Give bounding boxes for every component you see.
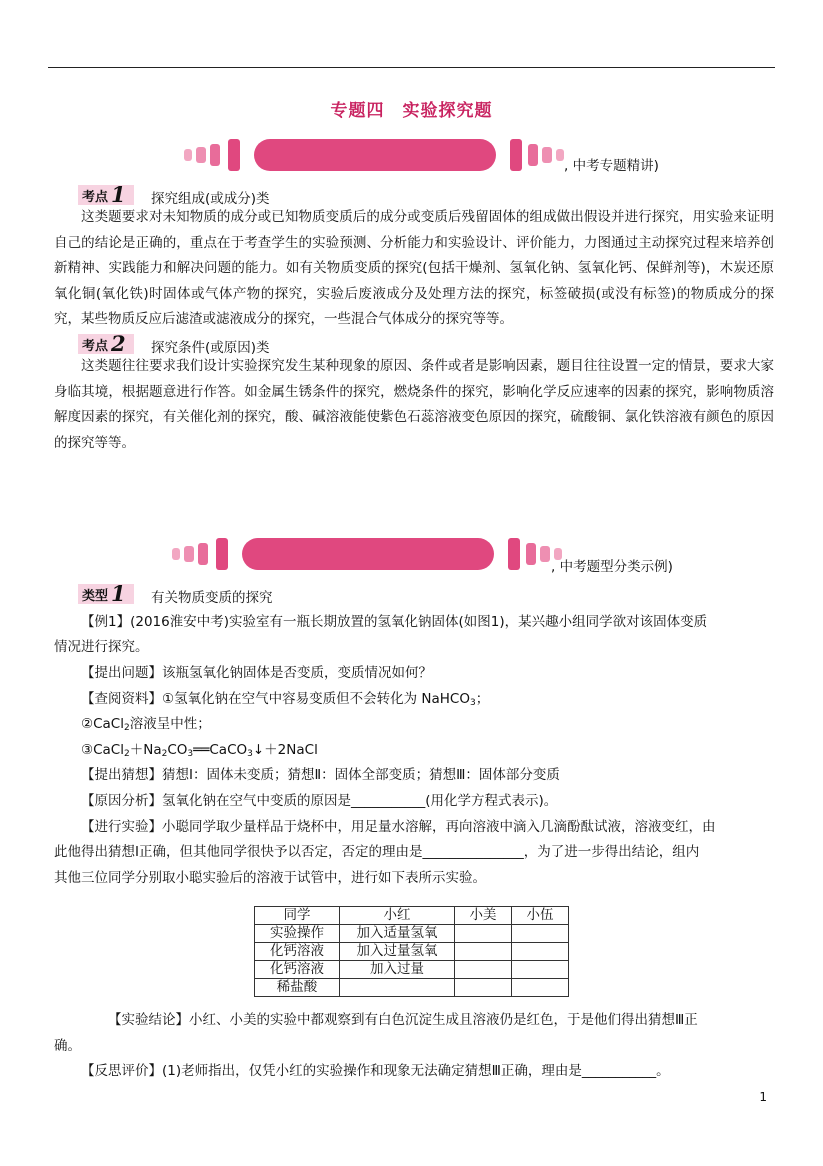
banner-2-caption: , 中考题型分类示例) [551, 559, 673, 575]
question-line: 【提出问题】该瓶氢氧化钠固体是否变质，变质情况如何？ [81, 665, 432, 681]
table-header-cell: 小美 [455, 907, 512, 925]
table-cell [512, 961, 569, 979]
material-line-2: ②CaCl$_2$溶液呈中性； [81, 716, 211, 733]
kaodian-1-title: 探究组成(或成分)类 [151, 191, 270, 207]
leixing-1-title: 有关物质变质的探究 [151, 590, 273, 606]
kaodian-2-title: 探究条件(或原因)类 [151, 340, 270, 356]
table-cell [455, 925, 512, 943]
banner-1-caption: , 中考专题精讲) [564, 158, 659, 174]
material-line-1: 【查阅资料】①氢氧化钠在空气中容易变质但不会转化为 NaHCO$_3$； [81, 691, 490, 708]
table-row [255, 943, 569, 961]
kaodian-2-tag: 考点 2 [78, 334, 134, 354]
experiment-table [254, 906, 569, 997]
experiment-line-2: 此他得出猜想Ⅰ正确，但其他同学很快予以否定，否定的理由是_______________，为了进一步得出结论，组内 [54, 844, 700, 860]
section-banner-2 [172, 537, 572, 571]
table-cell [455, 979, 512, 997]
experiment-line-3: 其他三位同学分别取小聪实验后的溶液于试管中，进行如下表所示实验。 [54, 870, 486, 886]
table-header-cell: 同学 [255, 907, 340, 925]
hypothesis-line: 【提出猜想】猜想Ⅰ：固体未变质；猜想Ⅱ：固体全部变质；猜想Ⅲ：固体部分变质 [81, 767, 560, 783]
table-cell [340, 979, 455, 997]
experiment-line-1: 【进行实验】小聪同学取少量样品于烧杯中，用足量水溶解，再向溶液中滴入几滴酚酞试液，溶液变红，由 [81, 819, 716, 835]
material-line-3-equation: $③CaCl_2+Na_2CO_3══CaCO_3↓+2NaCl$ [81, 742, 318, 759]
table-cell: 化钙溶液 [255, 961, 340, 979]
kaodian-1-text: 这类题要求对未知物质的成分或已知物质变质后的成分或变质后残留固体的组成做出假设并进行探究，用实验来证明自己的结论是正确的，重点在于考查学生的实验预测、分析能力和实验设计、评价能力，力图通过主动探究过程来培养创新精神、实践能力和解决问题的能力。如有关物质变质的探究(包括干燥剂、氢氧化钠、氢氧化钙、保鲜剂等)，木炭还原氧化铜(氧化铁)时固体或气体产物的探究，实验后废液成分及处理方法的探究，标签破损(或没有标签)的物质成分的探究，某些物质反应后滤渣或滤液成分的探究，一些混合气体成分的探究等等。 [54, 209, 774, 327]
table-cell: 稀盐酸 [255, 979, 340, 997]
kaodian-2-text: 这类题往往要求我们设计实验探究发生某种现象的原因、条件或者是影响因素，题目往往设置一定的情景，要求大家身临其境，根据题意进行作答。如金属生锈条件的探究，燃烧条件的探究，影响化学反应速率的因素的探究，影响物质溶解度因素的探究，有关催化剂的探究，酸、碱溶液能使紫色石蕊溶液变色原因的探究，硫酸铜、氯化铁溶液有颜色的原因的探究等等。 [54, 358, 774, 451]
example-line-1: 【例1】(2016淮安中考)实验室有一瓶长期放置的氢氧化钠固体(如图1)，某兴趣小组同学欲对该固体变质 [81, 614, 708, 630]
table-cell: 化钙溶液 [255, 943, 340, 961]
kaodian-1-tag: 考点 1 [78, 185, 134, 205]
table-cell [512, 979, 569, 997]
leixing-1-tag: 类型 1 [78, 584, 134, 604]
conclusion-line-1: 【实验结论】小红、小美的实验中都观察到有白色沉淀生成且溶液仍是红色，于是他们得出猜想Ⅲ正 [108, 1012, 698, 1028]
table-cell: 实验操作 [255, 925, 340, 943]
table-header-cell: 小伍 [512, 907, 569, 925]
table-header-cell: 小红 [340, 907, 455, 925]
table-cell [512, 925, 569, 943]
table-cell [455, 943, 512, 961]
table-cell [512, 943, 569, 961]
table-row [255, 979, 569, 997]
table-row [255, 925, 569, 943]
table-cell [455, 961, 512, 979]
table-row [255, 961, 569, 979]
header-rule [48, 67, 775, 68]
table-cell: 加入过量 [340, 961, 455, 979]
page-title: 专题四 实验探究题 [330, 101, 493, 121]
conclusion-line-2: 确。 [54, 1038, 81, 1054]
table-header-row [255, 907, 569, 925]
cause-analysis-line: 【原因分析】氢氧化钠在空气中变质的原因是___________(用化学方程式表示)。 [81, 793, 558, 809]
page-number: 1 [759, 1090, 767, 1104]
table-cell: 加入过量氢氧 [340, 943, 455, 961]
table-cell: 加入适量氢氧 [340, 925, 455, 943]
example-line-2: 情况进行探究。 [54, 639, 149, 655]
section-banner-1 [184, 138, 584, 172]
reflection-line: 【反思评价】(1)老师指出，仅凭小红的实验操作和现象无法确定猜想Ⅲ正确，理由是___________。 [81, 1063, 670, 1079]
